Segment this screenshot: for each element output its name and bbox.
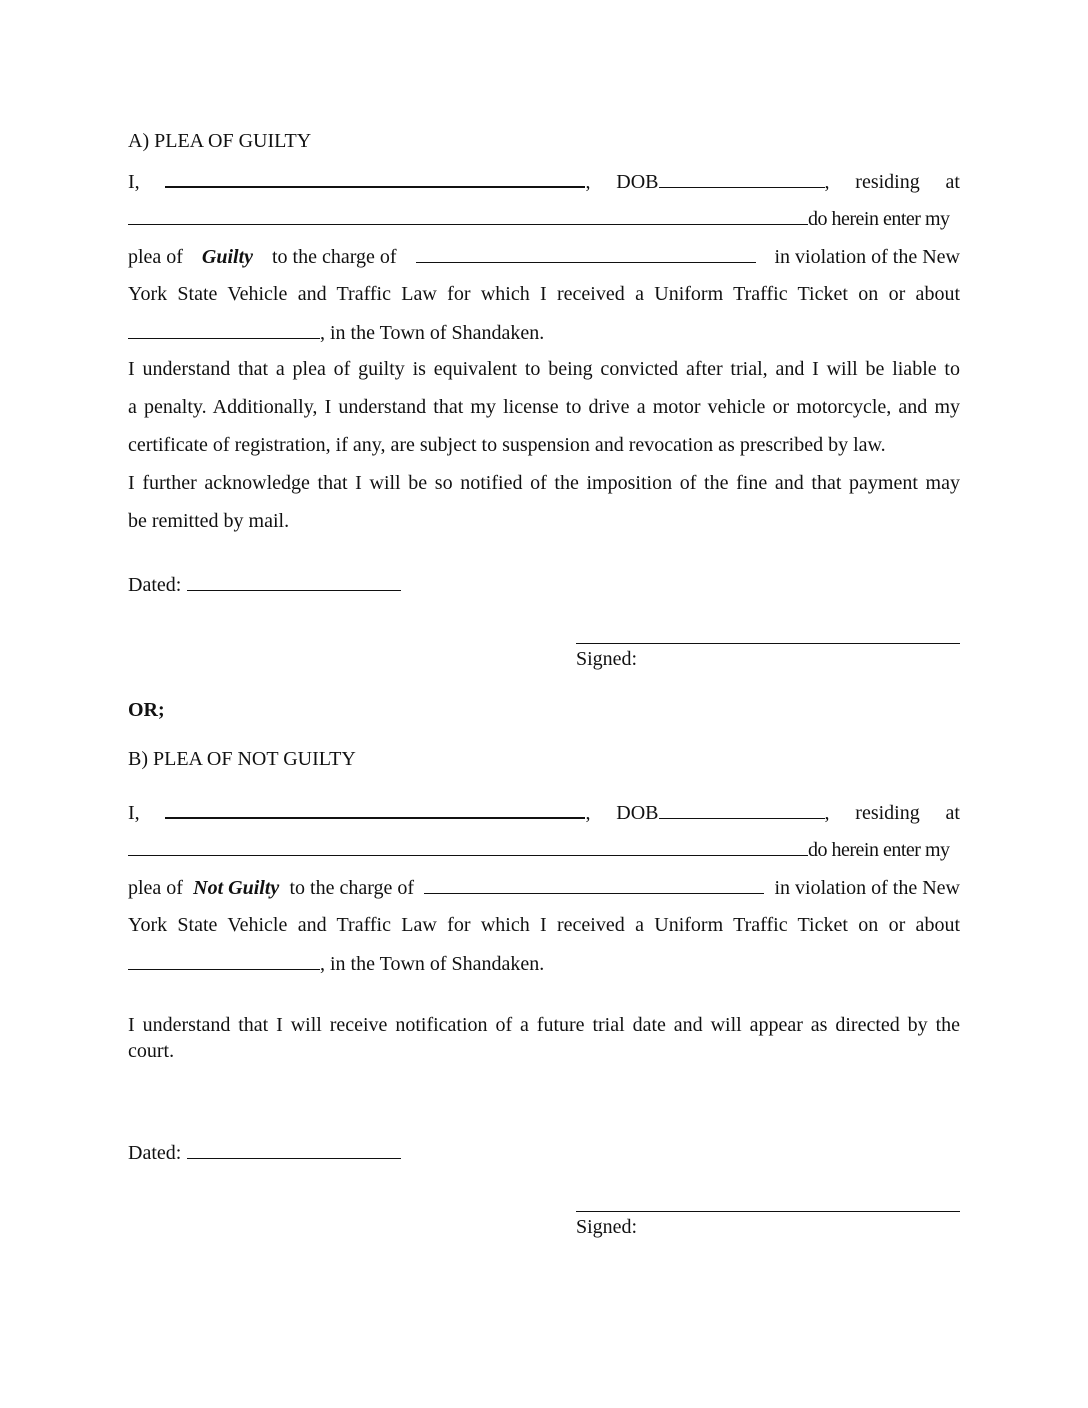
dob-label: DOB xyxy=(616,171,659,193)
guilty-line-2 xyxy=(128,206,960,231)
dated-blank[interactable] xyxy=(187,572,401,591)
not-guilty-heading: B) PLEA OF NOT GUILTY xyxy=(128,748,356,770)
town-text: , in the Town of Shandaken. xyxy=(320,953,545,975)
charge-blank[interactable] xyxy=(424,875,764,894)
date-blank[interactable] xyxy=(128,320,320,339)
guilty-line-3 xyxy=(128,244,960,269)
dob-label: DOB xyxy=(616,802,659,824)
i-label: I, xyxy=(128,171,140,193)
not-guilty-dated xyxy=(128,1140,401,1165)
to-charge-label: to the charge of xyxy=(289,877,415,899)
at-label: at xyxy=(945,171,960,193)
not-guilty-line-4: York State Vehicle and Traffic Law for which I received a Uniform Traffic Ticket on or about xyxy=(128,914,960,936)
guilty-para1-line3: certificate of registration, if any, are subject to suspension and revocation as prescribed by law. xyxy=(128,434,886,456)
guilty-line-1 xyxy=(128,168,960,194)
guilty-para2-line2: be remitted by mail. xyxy=(128,510,290,532)
guilty-signed-label: Signed: xyxy=(576,648,638,670)
dob-blank[interactable] xyxy=(659,169,825,188)
plea-word: Guilty xyxy=(201,246,254,268)
address-blank[interactable] xyxy=(128,837,808,856)
not-guilty-signature-line[interactable] xyxy=(576,1211,960,1212)
dob-group: DOB , xyxy=(616,171,830,193)
enter-text: do herein enter my xyxy=(808,839,950,861)
name-blank[interactable] xyxy=(165,799,585,819)
i-label: I, xyxy=(128,802,140,824)
name-field-group: , xyxy=(165,168,590,194)
not-guilty-signed-label: Signed: xyxy=(576,1216,638,1238)
residing-label: residing xyxy=(855,171,920,193)
plea-word: Not Guilty xyxy=(193,877,280,899)
dob-group: DOB , xyxy=(616,802,830,824)
guilty-para1-line2: a penalty. Additionally, I understand that my license to drive a motor vehicle or motorcycle, and my xyxy=(128,396,960,418)
name-field-group: , xyxy=(165,799,590,825)
dated-blank[interactable] xyxy=(187,1140,401,1159)
town-text: , in the Town of Shandaken. xyxy=(320,322,545,344)
guilty-line-5 xyxy=(128,320,544,345)
not-guilty-para1-line2: court. xyxy=(128,1040,175,1062)
address-blank[interactable] xyxy=(128,206,808,225)
in-violation-text: in violation of the New xyxy=(774,877,960,899)
guilty-heading: A) PLEA OF GUILTY xyxy=(128,130,312,152)
at-label: at xyxy=(945,802,960,824)
plea-of-label: plea of xyxy=(128,246,183,268)
or-label: OR; xyxy=(128,699,165,721)
not-guilty-line-2 xyxy=(128,837,960,862)
name-blank[interactable] xyxy=(165,168,585,188)
plea-of-label: plea of xyxy=(128,877,183,899)
not-guilty-line-1 xyxy=(128,799,960,825)
dob-blank[interactable] xyxy=(659,800,825,819)
enter-text: do herein enter my xyxy=(808,208,950,230)
guilty-para1-line1: I understand that a plea of guilty is equivalent to being convicted after trial, and I will be liable to xyxy=(128,358,960,380)
dated-label: Dated: xyxy=(128,1142,182,1164)
charge-blank[interactable] xyxy=(416,244,756,263)
date-blank[interactable] xyxy=(128,951,320,970)
not-guilty-line-3 xyxy=(128,875,960,900)
guilty-dated xyxy=(128,572,401,597)
dated-label: Dated: xyxy=(128,574,182,596)
not-guilty-line-5 xyxy=(128,951,544,976)
guilty-line-4: York State Vehicle and Traffic Law for which I received a Uniform Traffic Ticket on or about xyxy=(128,283,960,305)
guilty-signature-line[interactable] xyxy=(576,643,960,644)
guilty-para2-line1: I further acknowledge that I will be so notified of the imposition of the fine and that payment may xyxy=(128,472,960,494)
in-violation-text: in violation of the New xyxy=(774,246,960,268)
not-guilty-para1-line1: I understand that I will receive notification of a future trial date and will appear as directed by the xyxy=(128,1014,960,1036)
residing-label: residing xyxy=(855,802,920,824)
to-charge-label: to the charge of xyxy=(271,246,397,268)
